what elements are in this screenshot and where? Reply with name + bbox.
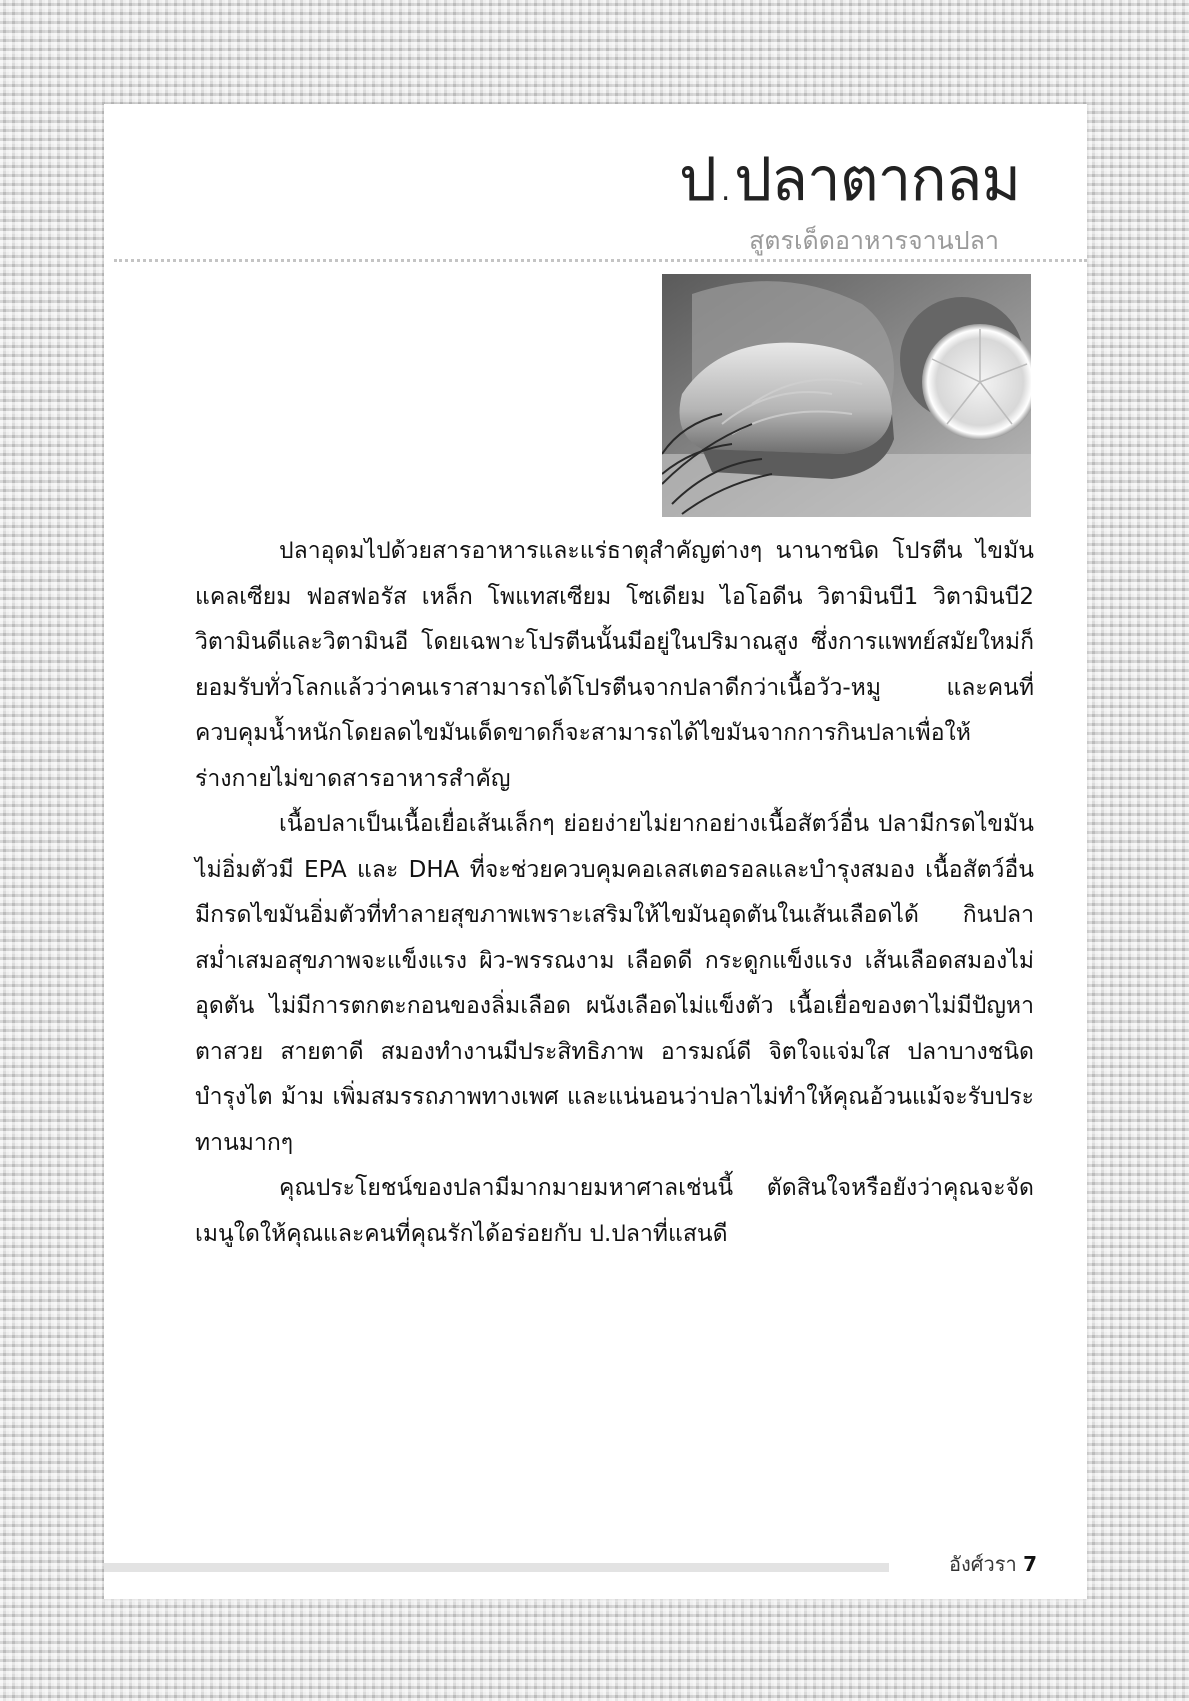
footer-bar [104,1563,889,1572]
dotted-divider [114,259,1087,262]
paragraph: ปลาอุดมไปด้วยสารอาหารและแร่ธาตุสำคัญต่างๆ นานาชนิด โปรตีน ไขมัน แคลเซียม ฟอสฟอรัส เหล็ก โพแทสเซียม โซเดียม ไอโอดีน วิตามินบี1 วิตามินบี2 วิตามินดีและวิตามินอี โดยเฉพาะโปรตีนนั้นมีอยู่ในปริมาณสูง ซึ่งการแพทย์สมัยใหม่ก็ยอมรับทั่วโลกแล้วว่าคนเราสามารถได้โปรตีนจากปลาดีกว่าเนื้อวัว-หมู และคนที่ควบคุมน้ำหนักโดยลดไขมันเด็ดขาดก็จะสามารถได้ไขมันจากการกินปลาเพื่อให้ร่างกายไม่ขาดสารอาหารสำคัญ [195,538,1034,792]
fish-steak-lemon-photo [662,274,1031,517]
page-subtitle: สูตรเด็ดอาหารจานปลา [749,226,999,255]
page-number: 7 [1023,1552,1037,1576]
page-sheet [104,104,1087,1599]
article-body [195,529,1034,1257]
paragraph: คุณประโยชน์ของปลามีมากมายมหาศาลเช่นนี้ ตัดสินใจหรือยังว่าคุณจะจัดเมนูใดให้คุณและคนที่คุณรักได้อร่อยกับ ป.ปลาที่แสนดี [195,1175,1034,1247]
paragraph: เนื้อปลาเป็นเนื้อเยื่อเส้นเล็กๆ ย่อยง่ายไม่ยากอย่างเนื้อสัตว์อื่น ปลามีกรดไขมันไม่อิ่มตัวมี EPA และ DHA ที่จะช่วยควบคุมคอเลสเตอรอลและบำรุงสมอง เนื้อสัตว์อื่นมีกรดไขมันอิ่มตัวที่ทำลายสุขภาพเพราะเสริมให้ไขมันอุดตันในเส้นเลือดได้ กินปลาสม่ำเสมอสุขภาพจะแข็งแรง ผิว-พรรณงาม เลือดดี กระดูกแข็งแรง เส้นเลือดสมองไม่อุดตัน ไม่มีการตกตะกอนของลิ่มเลือด ผนังเลือดไม่แข็งตัว เนื้อเยื่อของตาไม่มีปัญหาตาสวย สายตาดี สมองทำงานมีประสิทธิภาพ อารมณ์ดี จิตใจแจ่มใส ปลาบางชนิดบำรุงไต ม้าม เพิ่มสมรรถภาพทางเพศ และแน่นอนว่าปลาไม่ทำให้คุณอ้วนแม้จะรับประทานมากๆ [195,811,1034,1156]
footer-book-name: อังศ์วรา [949,1552,1017,1576]
page-title: ป.ปลาตากลม [678,145,1020,215]
page-footer [949,1552,1037,1576]
